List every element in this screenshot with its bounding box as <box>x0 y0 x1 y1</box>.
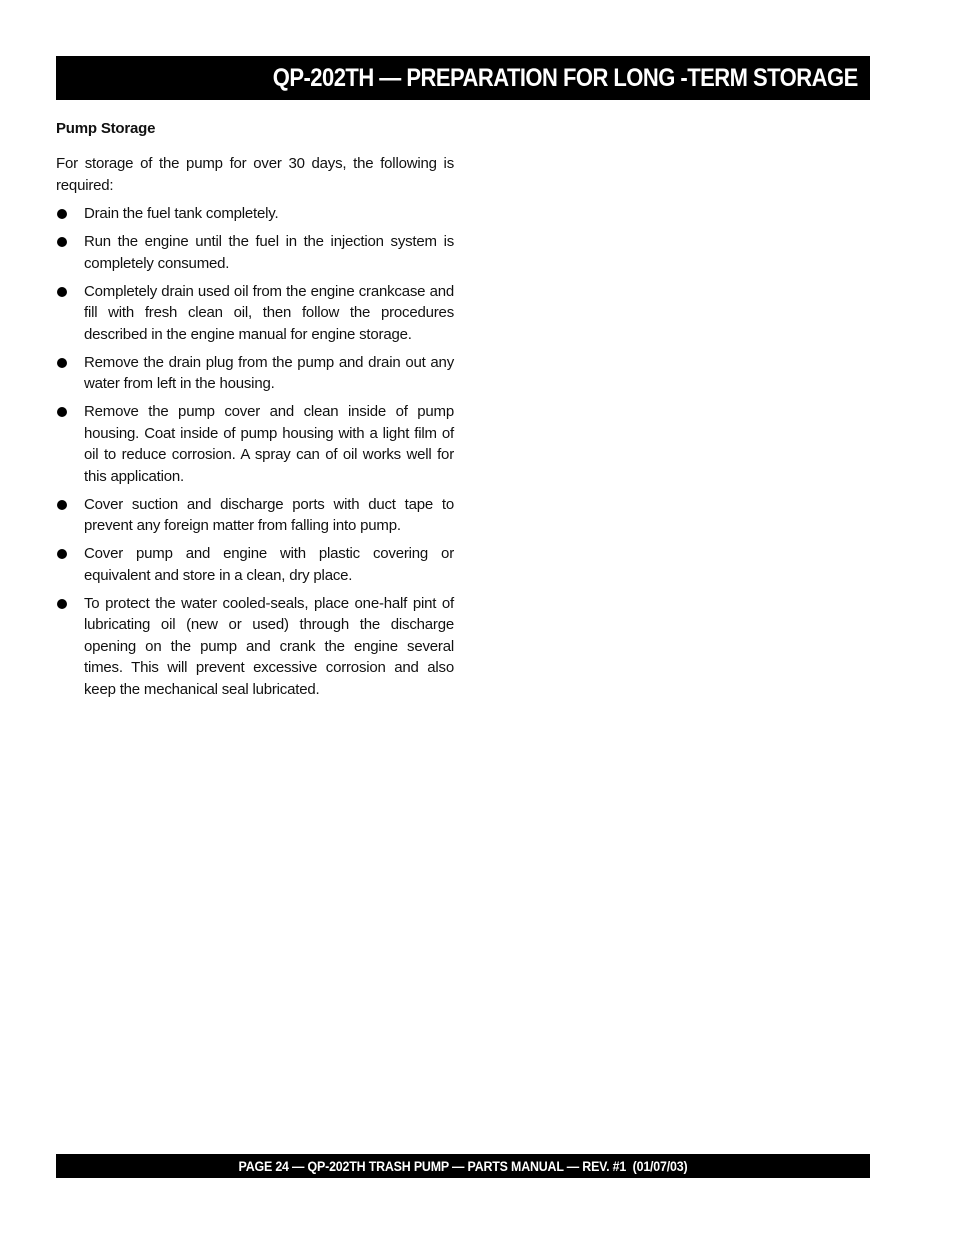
list-item-text: Completely drain used oil from the engine crankcase and fill with fresh clean oil, then follow the procedures described in the engine manual for engine storage. <box>84 282 454 343</box>
page-title: QP-202TH — PREPARATION FOR LONG -TERM STORAGE <box>273 63 858 92</box>
list-item <box>56 281 454 346</box>
list-item <box>56 401 454 487</box>
list-item-text: Cover suction and discharge ports with duct tape to prevent any foreign matter from falling into pump. <box>84 495 454 534</box>
bullet-icon <box>57 407 67 417</box>
list-item-text: Remove the pump cover and clean inside of pump housing. Coat inside of pump housing with a light film of oil to reduce corrosion. A spray can of oil works well for this application. <box>84 403 454 485</box>
intro-paragraph: For storage of the pump for over 30 days, the following is required: <box>56 155 454 194</box>
bullet-icon <box>57 287 67 297</box>
bullet-icon <box>57 549 67 559</box>
list-item <box>56 352 454 395</box>
bullet-icon <box>57 500 67 510</box>
pump-storage-section <box>56 120 454 707</box>
bullet-icon <box>57 237 67 247</box>
list-item <box>56 543 454 586</box>
list-item-text: Drain the fuel tank completely. <box>84 205 279 222</box>
list-item <box>56 494 454 537</box>
page-footer-text: PAGE 24 — QP-202TH TRASH PUMP — PARTS MANUAL — REV. #1 (01/07/03) <box>238 1158 688 1174</box>
list-item-text: Cover pump and engine with plastic covering or equivalent and store in a clean, dry place. <box>84 545 454 584</box>
list-item-text: To protect the water cooled-seals, place one-half pint of lubricating oil (new or used) through the discharge opening on the pump and crank the engine several times. This will prevent excessive corrosion and also keep the mechanical seal lubricated. <box>84 594 454 698</box>
page-header-bar <box>56 56 870 100</box>
page-footer-bar <box>56 1154 870 1178</box>
list-item-text: Run the engine until the fuel in the injection system is completely consumed. <box>84 233 454 272</box>
list-item <box>56 231 454 274</box>
storage-steps-list <box>56 203 454 700</box>
list-item <box>56 203 454 225</box>
bullet-icon <box>57 209 67 219</box>
bullet-icon <box>57 358 67 368</box>
bullet-icon <box>57 599 67 609</box>
list-item-text: Remove the drain plug from the pump and drain out any water from left in the housing. <box>84 353 454 392</box>
section-heading: Pump Storage <box>56 120 156 137</box>
list-item <box>56 593 454 701</box>
